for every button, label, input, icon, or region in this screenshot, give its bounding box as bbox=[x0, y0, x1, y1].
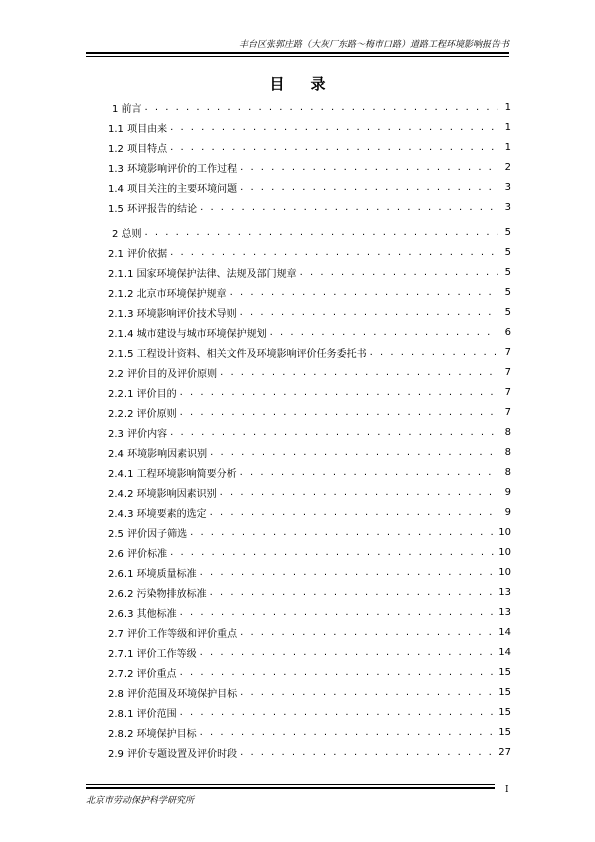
toc-entry-label: 2.2.2 评价原则 bbox=[108, 408, 177, 420]
toc-leader-dots bbox=[170, 122, 498, 133]
toc-entry-page: 3 bbox=[504, 181, 511, 193]
toc-leader-dots bbox=[300, 267, 498, 278]
toc-leader-dots bbox=[210, 507, 498, 518]
toc-entry-page: 15 bbox=[498, 706, 511, 718]
toc-entry-label: 2.7 评价工作等级和评价重点 bbox=[108, 628, 238, 640]
toc-entry-page: 7 bbox=[504, 386, 511, 398]
toc-entry-label: 2 总则 bbox=[112, 228, 142, 240]
toc-entry-label: 2.1 评价依据 bbox=[108, 248, 168, 260]
toc-entry[interactable] bbox=[108, 302, 511, 322]
toc-leader-dots bbox=[200, 647, 496, 658]
toc-entry[interactable] bbox=[108, 622, 511, 642]
toc-entry-label: 2.7.1 评价工作等级 bbox=[108, 648, 197, 660]
toc-entry-page: 8 bbox=[504, 446, 511, 458]
toc-entry-page: 7 bbox=[504, 346, 511, 358]
toc-entry[interactable] bbox=[108, 362, 511, 382]
toc-entry-page: 10 bbox=[498, 566, 511, 578]
toc-entry-page: 2 bbox=[504, 161, 511, 173]
toc-entry-label: 2.7.2 评价重点 bbox=[108, 668, 177, 680]
toc-entry-page: 1 bbox=[504, 101, 511, 113]
toc-entry-page: 10 bbox=[498, 546, 511, 558]
footer-organization: 北京市劳动保护科学研究所 bbox=[86, 796, 195, 806]
toc-entry[interactable] bbox=[108, 602, 511, 622]
toc-entry[interactable] bbox=[108, 682, 511, 702]
toc-entry-label: 2.4.3 环境要素的选定 bbox=[108, 508, 207, 520]
toc-leader-dots bbox=[240, 687, 495, 698]
toc-entry-page: 3 bbox=[504, 201, 511, 213]
toc-entry[interactable] bbox=[108, 442, 511, 462]
toc-leader-dots bbox=[180, 407, 498, 418]
toc-leader-dots bbox=[170, 247, 498, 258]
toc-entry-label: 2.6.3 其他标准 bbox=[108, 608, 177, 620]
toc-entry[interactable] bbox=[108, 462, 511, 482]
toc-entry-label: 2.4.2 环境影响因素识别 bbox=[108, 488, 217, 500]
toc-entry-label: 2.8.1 评价范围 bbox=[108, 708, 177, 720]
toc-entry-page: 8 bbox=[504, 426, 511, 438]
toc-entry[interactable] bbox=[108, 342, 511, 362]
toc-entry-label: 1 前言 bbox=[112, 103, 142, 115]
toc-entry-label: 2.6.1 环境质量标准 bbox=[108, 568, 197, 580]
toc-entry[interactable] bbox=[108, 242, 511, 262]
toc-entry-page: 14 bbox=[498, 626, 511, 638]
toc-entry-page: 15 bbox=[498, 666, 511, 678]
toc-entry[interactable] bbox=[108, 702, 511, 722]
toc-entry-label: 2.6 评价标准 bbox=[108, 548, 168, 560]
toc-entry-label: 2.6.2 污染物排放标准 bbox=[108, 588, 207, 600]
toc-entry-label: 1.5 环评报告的结论 bbox=[108, 203, 198, 215]
toc-leader-dots bbox=[200, 727, 496, 738]
toc-entry[interactable] bbox=[108, 422, 511, 442]
toc-entry-label: 2.1.4 城市建设与城市环境保护规划 bbox=[108, 328, 267, 340]
toc-leader-dots bbox=[180, 607, 496, 618]
toc-entry-page: 15 bbox=[498, 686, 511, 698]
toc-leader-dots bbox=[220, 487, 498, 498]
toc-entry-label: 2.9 评价专题设置及评价时段 bbox=[108, 748, 238, 760]
toc-leader-dots bbox=[145, 227, 498, 238]
toc-entry-page: 6 bbox=[504, 326, 511, 338]
toc-entry[interactable] bbox=[108, 522, 511, 542]
toc-entry[interactable] bbox=[108, 382, 511, 402]
toc-entry-page: 15 bbox=[498, 726, 511, 738]
toc-entry[interactable] bbox=[108, 542, 511, 562]
toc-entry-page: 9 bbox=[504, 506, 511, 518]
toc-entry-label: 2.8.2 环境保护目标 bbox=[108, 728, 197, 740]
toc-leader-dots bbox=[170, 547, 495, 558]
toc-entry[interactable] bbox=[108, 742, 511, 762]
toc-entry-label: 2.1.3 环境影响评价技术导则 bbox=[108, 308, 237, 320]
toc-leader-dots bbox=[180, 667, 496, 678]
toc-leader-dots bbox=[230, 287, 498, 298]
toc-leader-dots bbox=[370, 347, 498, 358]
toc-entry-label: 1.4 项目关注的主要环境问题 bbox=[108, 183, 238, 195]
toc-entry[interactable] bbox=[108, 582, 511, 602]
toc-entry-label: 2.4 环境影响因素识别 bbox=[108, 448, 208, 460]
header-rule-thin bbox=[86, 56, 509, 57]
toc-entry[interactable] bbox=[108, 117, 511, 137]
toc-entry-label: 2.1.2 北京市环境保护规章 bbox=[108, 288, 227, 300]
toc-entry-page: 8 bbox=[504, 466, 511, 478]
toc-leader-dots bbox=[240, 467, 498, 478]
toc-entry-page: 5 bbox=[504, 306, 511, 318]
toc-leader-dots bbox=[170, 427, 498, 438]
toc-entry-page: 13 bbox=[498, 586, 511, 598]
toc-entry-page: 7 bbox=[504, 366, 511, 378]
toc-entry-label: 2.1.1 国家环境保护法律、法规及部门规章 bbox=[108, 268, 297, 280]
page-number: I bbox=[505, 785, 509, 795]
toc-entry[interactable] bbox=[108, 642, 511, 662]
toc-leader-dots bbox=[270, 327, 498, 338]
toc-entry-page: 27 bbox=[498, 746, 511, 758]
toc-entry-page: 13 bbox=[498, 606, 511, 618]
toc-entry[interactable] bbox=[108, 177, 511, 197]
toc-entry[interactable] bbox=[108, 562, 511, 582]
toc-entry[interactable] bbox=[108, 197, 511, 217]
toc-entry[interactable] bbox=[108, 482, 511, 502]
toc-entry-page: 5 bbox=[504, 286, 511, 298]
footer-rule-thin bbox=[86, 784, 495, 785]
toc-leader-dots bbox=[240, 627, 495, 638]
toc-entry[interactable] bbox=[108, 222, 511, 242]
toc-entry-page: 10 bbox=[498, 526, 511, 538]
toc-leader-dots bbox=[200, 567, 496, 578]
toc-leader-dots bbox=[210, 447, 498, 458]
toc-entry-label: 1.1 项目由来 bbox=[108, 123, 168, 135]
toc-entry-page: 1 bbox=[504, 141, 511, 153]
toc-entry[interactable] bbox=[108, 97, 511, 117]
toc-leader-dots bbox=[240, 747, 495, 758]
table-of-contents bbox=[108, 97, 511, 762]
toc-entry-page: 7 bbox=[504, 406, 511, 418]
toc-entry-label: 2.3 评价内容 bbox=[108, 428, 168, 440]
toc-entry[interactable] bbox=[108, 157, 511, 177]
toc-entry-label: 2.1.5 工程设计资料、相关文件及环境影响评价任务委托书 bbox=[108, 348, 367, 360]
toc-entry-page: 1 bbox=[504, 121, 511, 133]
toc-entry-label: 1.3 环境影响评价的工作过程 bbox=[108, 163, 238, 175]
toc-leader-dots bbox=[180, 387, 498, 398]
toc-entry[interactable] bbox=[108, 502, 511, 522]
toc-entry-page: 5 bbox=[504, 226, 511, 238]
header-rule bbox=[86, 52, 509, 54]
toc-entry-page: 14 bbox=[498, 646, 511, 658]
toc-leader-dots bbox=[200, 202, 498, 213]
toc-entry-label: 1.2 项目特点 bbox=[108, 143, 168, 155]
toc-entry-page: 5 bbox=[504, 266, 511, 278]
toc-entry[interactable] bbox=[108, 402, 511, 422]
toc-entry-label: 2.5 评价因子筛选 bbox=[108, 528, 188, 540]
toc-leader-dots bbox=[145, 102, 498, 113]
toc-entry-label: 2.2 评价目的及评价原则 bbox=[108, 368, 218, 380]
toc-leader-dots bbox=[170, 142, 498, 153]
footer-rule bbox=[86, 787, 495, 789]
toc-leader-dots bbox=[210, 587, 496, 598]
toc-entry-label: 2.8 评价范围及环境保护目标 bbox=[108, 688, 238, 700]
toc-entry-page: 5 bbox=[504, 246, 511, 258]
toc-entry-page: 9 bbox=[504, 486, 511, 498]
toc-leader-dots bbox=[240, 307, 498, 318]
toc-entry[interactable] bbox=[108, 662, 511, 682]
toc-leader-dots bbox=[180, 707, 496, 718]
toc-entry[interactable] bbox=[108, 262, 511, 282]
toc-leader-dots bbox=[220, 367, 498, 378]
toc-entry-label: 2.2.1 评价目的 bbox=[108, 388, 177, 400]
toc-title: 目录 bbox=[269, 75, 352, 93]
toc-entry[interactable] bbox=[108, 137, 511, 157]
toc-entry[interactable] bbox=[108, 722, 511, 742]
toc-leader-dots bbox=[240, 182, 498, 193]
toc-entry[interactable] bbox=[108, 322, 511, 342]
toc-leader-dots bbox=[190, 527, 495, 538]
toc-entry-label: 2.4.1 工程环境影响简要分析 bbox=[108, 468, 237, 480]
toc-entry[interactable] bbox=[108, 282, 511, 302]
toc-leader-dots bbox=[240, 162, 498, 173]
running-header: 丰台区张郭庄路（大灰厂东路～梅市口路）道路工程环境影响报告书 bbox=[238, 40, 509, 50]
